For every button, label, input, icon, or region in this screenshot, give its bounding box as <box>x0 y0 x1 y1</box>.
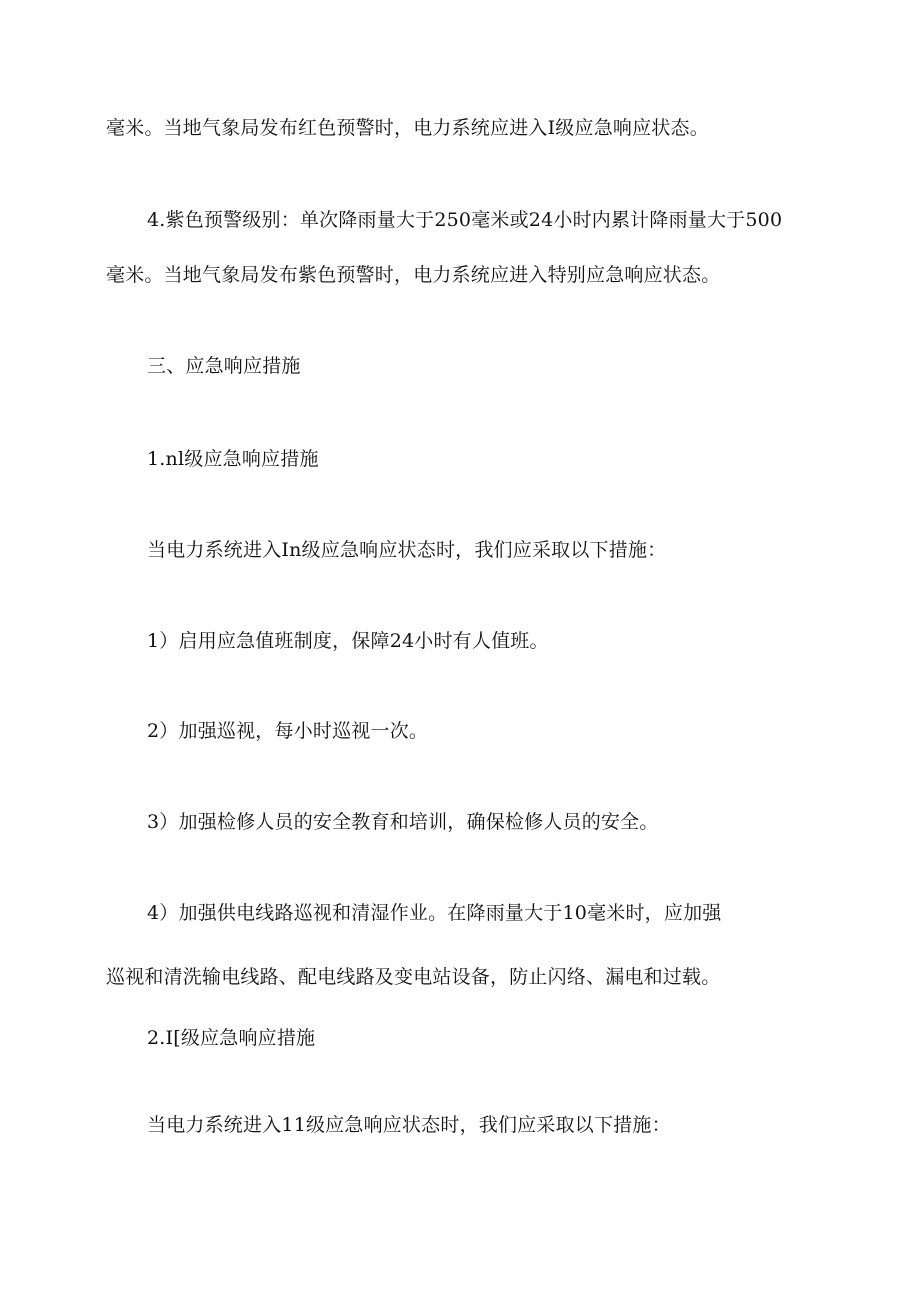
subsection-heading-level-3: 1.nl级应急响应措施 <box>147 448 319 470</box>
text-line-level-3-intro: 当电力系统进入In级应急响应状态时，我们应采取以下措施： <box>147 539 667 561</box>
list-item-4: 4）加强供电线路巡视和清湿作业。在降雨量大于10毫米时，应加强 <box>147 902 722 924</box>
subsection-heading-level-2: 2.Ⅰ[级应急响应措施 <box>147 1027 316 1049</box>
list-item-4-continued: 巡视和清洗输电线路、配电线路及变电站设备，防止闪络、漏电和过载。 <box>106 966 721 988</box>
section-heading-emergency-measures: 三、应急响应措施 <box>147 355 301 377</box>
text-line-purple-warning-end: 毫米。当地气象局发布紫色预警时，电力系统应进入特别应急响应状态。 <box>106 264 721 286</box>
list-item-3: 3）加强检修人员的安全教育和培训，确保检修人员的安全。 <box>147 811 659 833</box>
text-line-purple-warning: 4.紫色预警级别：单次降雨量大于250毫米或24小时内累计降雨量大于500 <box>147 209 783 231</box>
list-item-2: 2）加强巡视，每小时巡视一次。 <box>147 720 429 742</box>
text-line-red-warning-end: 毫米。当地气象局发布红色预警时，电力系统应进入Ⅰ级应急响应状态。 <box>106 117 709 139</box>
list-item-1: 1）启用应急值班制度，保障24小时有人值班。 <box>147 630 549 652</box>
text-line-level-2-intro: 当电力系统进入11级应急响应状态时，我们应采取以下措施： <box>147 1114 671 1136</box>
